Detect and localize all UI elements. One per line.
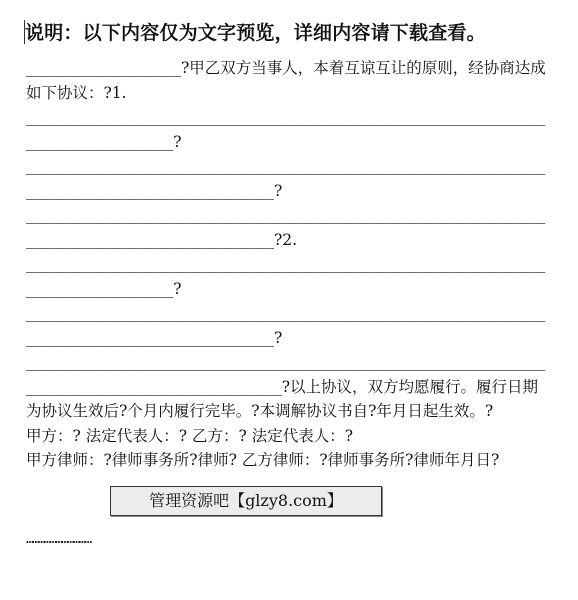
paragraph-blank-5: ___________________________________________________________________________________________________? — [26, 304, 546, 347]
paragraph-blank-2: ___________________________________________________________________________________________________? — [26, 157, 546, 200]
agreement-text — [26, 56, 551, 473]
paragraph-performance: ____________________________________________________________________________________________________?以上协议，双方均愿履行。履行日期为协议生效后?个月内履行完毕。?本调解协议书自?年月日起生效。? — [26, 353, 546, 420]
paragraph-blank-4: ______________________________________________________________________________________? — [26, 255, 546, 298]
preview-notice: 说明：以下内容仅为文字预览，详细内容请下载查看。 — [25, 22, 486, 44]
paragraph-blank-1: ______________________________________________________________________________________? — [26, 108, 546, 151]
paragraph-parties: 甲方：? 法定代表人：? 乙方：? 法定代表人：? — [26, 426, 354, 445]
paragraph-intro: ____________________?甲乙双方当事人，本着互谅互让的原则，经协商达成如下协议：?1. — [26, 59, 546, 102]
paragraph-lawyers: 甲方律师：?律师事务所?律师? 乙方律师：?律师事务所?律师年月日? — [26, 451, 500, 469]
watermark-banner: 管理资源吧【glzy8.com】 — [110, 486, 382, 516]
paragraph-blank-3: ___________________________________________________________________________________________________?2. — [26, 206, 546, 249]
ellipsis-dots: …………………………… — [26, 532, 91, 547]
